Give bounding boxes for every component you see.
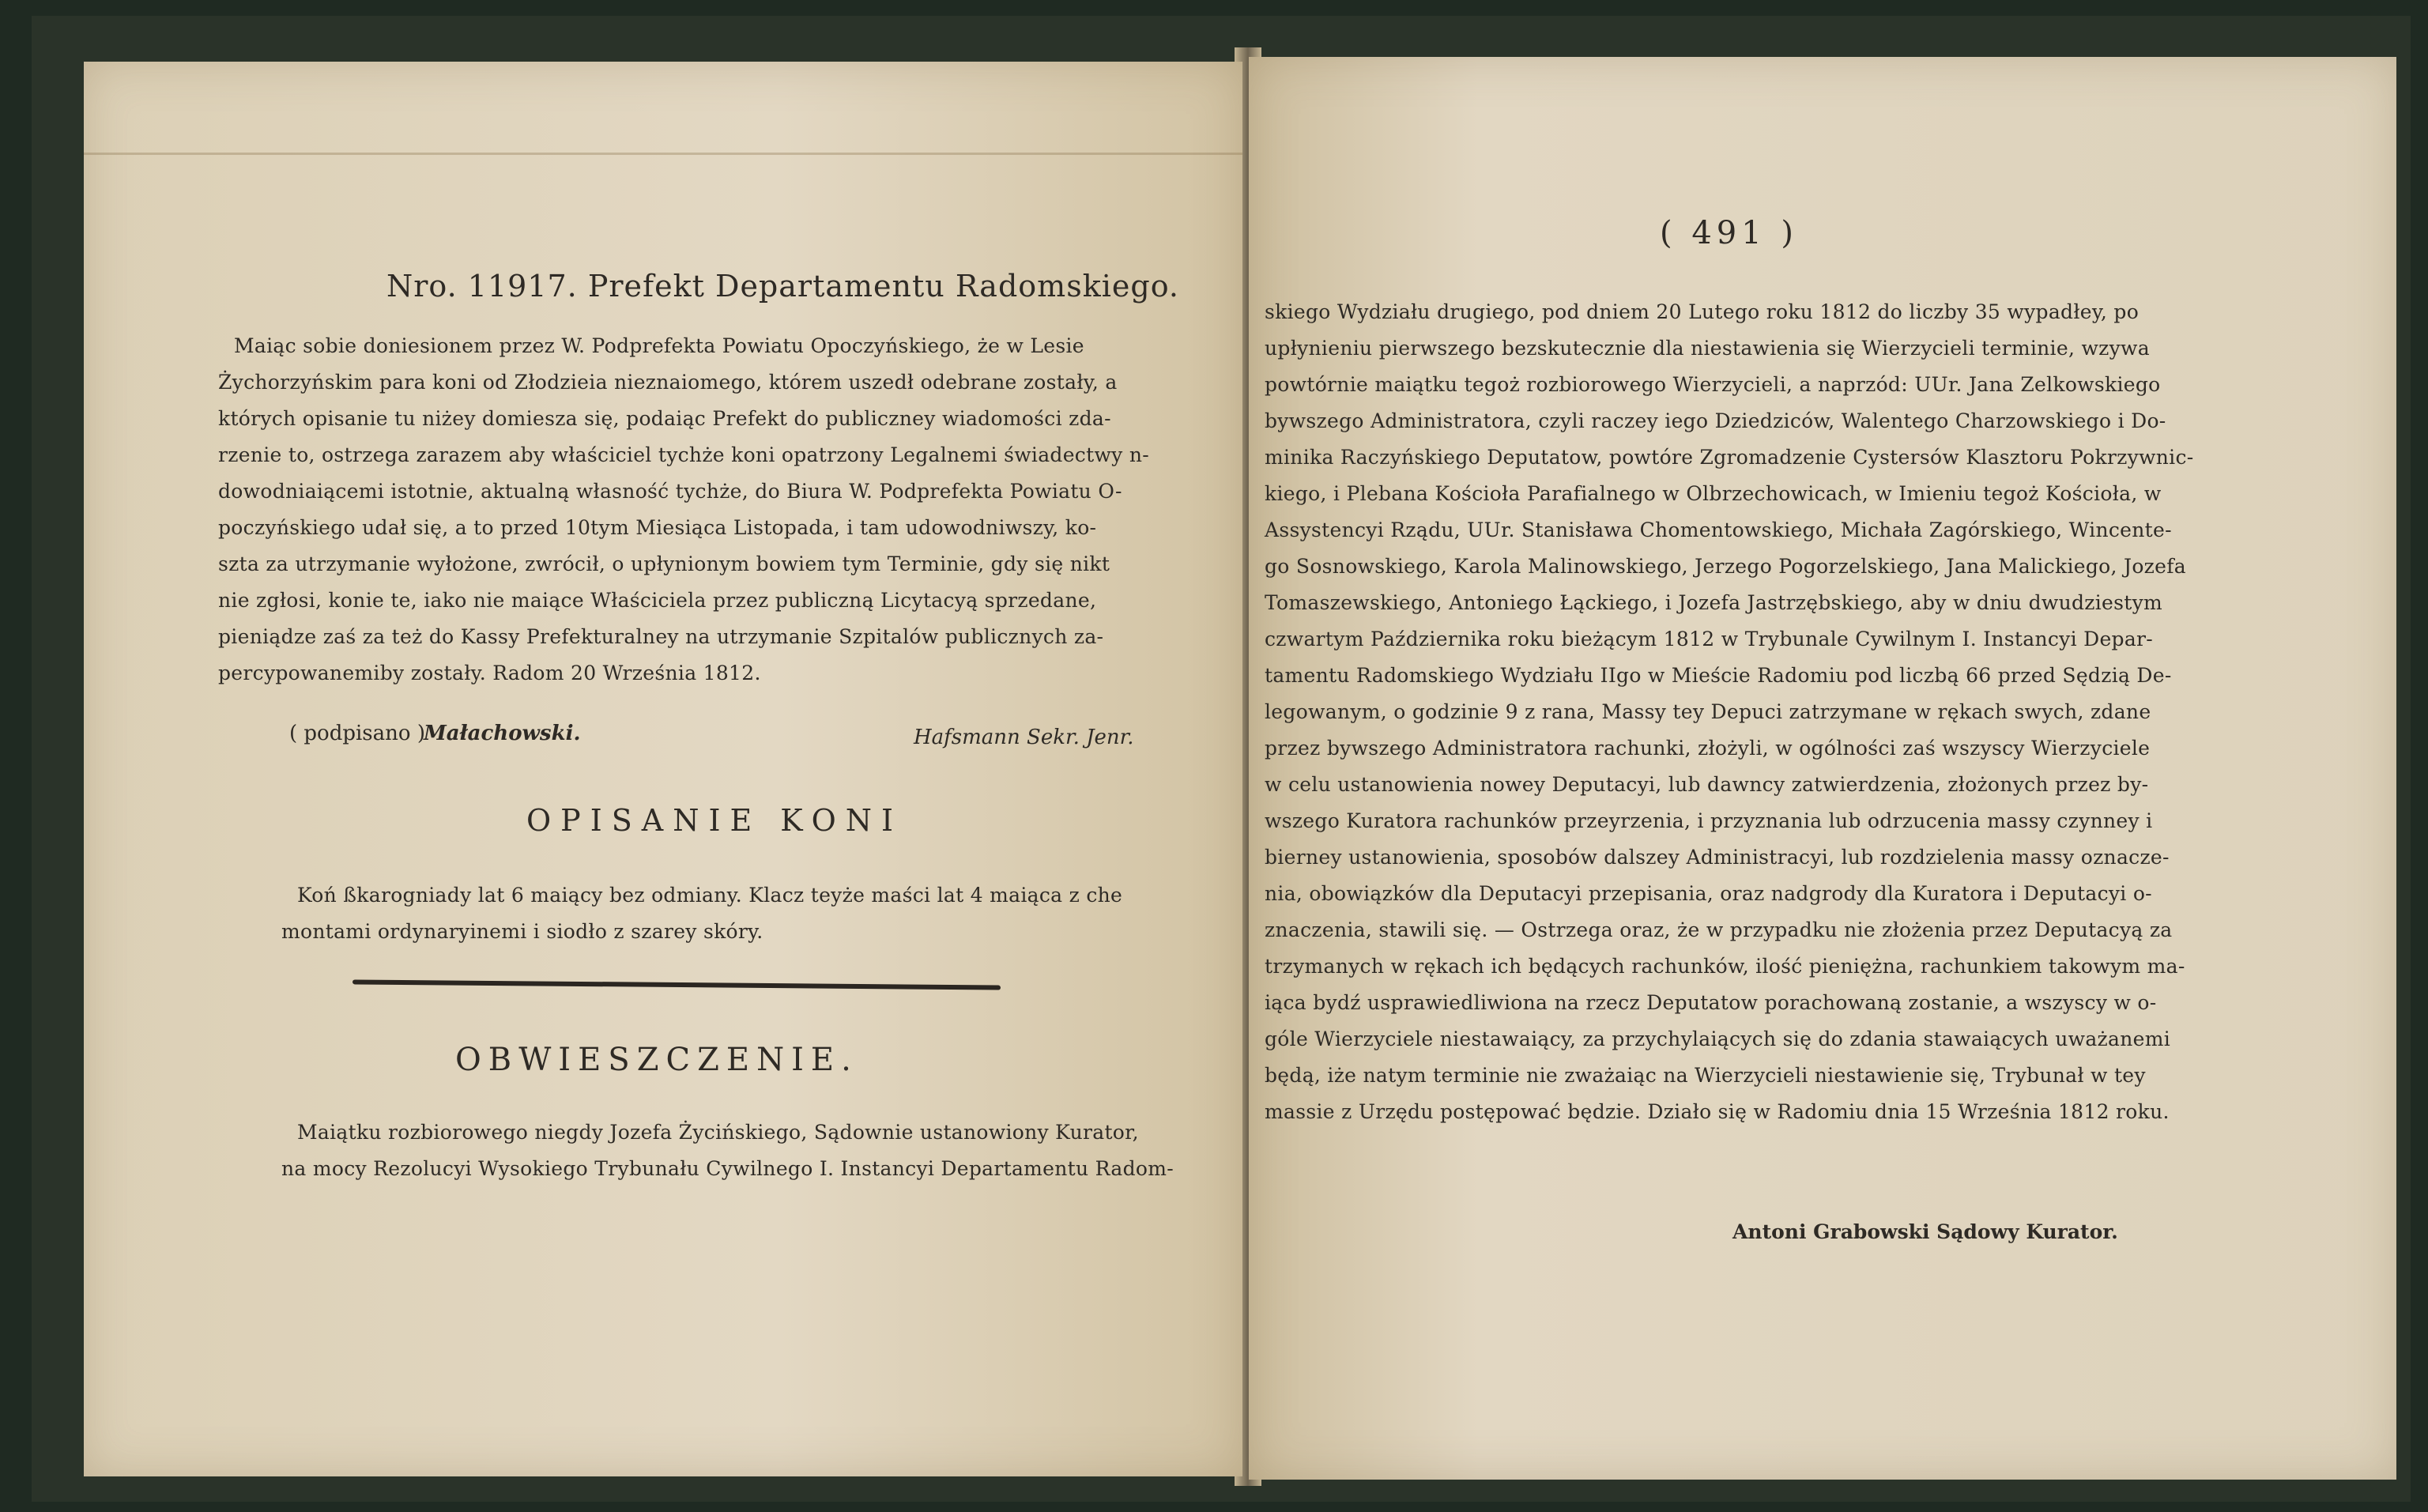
text-line: których opisanie tu niżey domiesza się, podaiąc Prefekt do publiczney wiadomości zda- [218, 407, 1111, 430]
text-line: minika Raczyńskiego Deputatow, powtóre Zgromadzenie Cystersów Klasztoru Pokrzywnic- [1265, 446, 2194, 469]
text-line: bierney ustanowienia, sposobów dalszey Administracyi, lub rozdzielenia massy oznacze- [1265, 846, 2170, 869]
text-line: bywszego Administratora, czyli raczey iego Dziedziców, Walentego Charzowskiego i Do- [1265, 409, 2166, 432]
right-page [1249, 57, 2396, 1480]
text-line: massie z Urzędu postępować będzie. Działo się w Radomiu dnia 15 Września 1812 roku. [1265, 1100, 2170, 1123]
text-line: góle Wierzyciele niestawaiący, za przychylaiących się do zdania stawaiących uważanemi [1265, 1027, 2170, 1050]
text-line: skiego Wydziału drugiego, pod dniem 20 Lutego roku 1812 do liczby 35 wypadłey, po [1265, 300, 2140, 323]
text-line: szta za utrzymanie wyłożone, zwrócił, o upłynionym bowiem tym Terminie, gdy się nikt [218, 552, 1110, 575]
signed-name: Małachowski. [424, 722, 581, 745]
text-line: montami ordynaryinemi i siodło z szarey skóry. [281, 920, 763, 943]
text-line: pieniądze zaś za też do Kassy Prefekturalney na utrzymanie Szpitalów publicznych za- [218, 625, 1104, 648]
text-line: trzymanych w rękach ich będących rachunków, ilość pieniężna, rachunkiem takowym ma- [1265, 955, 2185, 978]
text-line: upłynieniu pierwszego bezskutecznie dla niestawienia się Wierzycieli terminie, wzywa [1265, 337, 2150, 360]
text-line: go Sosnowskiego, Karola Malinowskiego, Jerzego Pogorzelskiego, Jana Malickiego, Jozefa [1265, 555, 2187, 578]
text-line: dowodniaiącemi istotnie, aktualną własność tychże, do Biura W. Podprefekta Powiatu O- [218, 480, 1122, 503]
text-line: będą, iże natym terminie nie zważaiąc na Wierzycieli niestawienie się, Trybunał w tey [1265, 1064, 2146, 1087]
text-line: legowanym, o godzinie 9 z rana, Massy tey Depuci zatrzymane w rękach swych, zdane [1265, 700, 2151, 723]
announcement-heading: OBWIESZCZENIE. [455, 1042, 858, 1078]
text-line: kiego, i Plebana Kościoła Parafialnego w Olbrzechowicach, w Imieniu tegoż Kościoła, w [1265, 482, 2162, 505]
text-line: przez bywszego Administratora rachunki, złożyli, w ogólności zaś wszyscy Wierzyciele [1265, 737, 2151, 760]
text-line: wszego Kuratora rachunków przeyrzenia, i przyznania lub odrzucenia massy czynney i [1265, 809, 2153, 832]
left-page [84, 62, 1242, 1476]
page-number: ( 491 ) [1660, 215, 1798, 251]
text-line: Koń ßkarogniady lat 6 maiący bez odmiany. Klacz teyże maści lat 4 maiąca z che [297, 884, 1123, 907]
notice-heading: Nro. 11917. Prefekt Departamentu Radomskiego. [386, 269, 1179, 304]
text-line: nia, obowiązków dla Deputacyi przepisania, oraz nadgrody dla Kuratora i Deputacyi o- [1265, 882, 2152, 905]
text-line: Maiątku rozbiorowego niegdy Jozefa Życińskiego, Sądownie ustanowiony Kurator, [297, 1121, 1139, 1144]
text-line: poczyńskiego udał się, a to przed 10tym Miesiąca Listopada, i tam udowodniwszy, ko- [218, 516, 1097, 539]
book-spread [32, 16, 2411, 1502]
text-line: czwartym Października roku bieżącym 1812 w Trybunale Cywilnym I. Instancyi Depar- [1265, 628, 2154, 650]
text-line: Żychorzyńskim para koni od Złodzieia nieznaiomego, którem uszedł odebrane zostały, a [218, 371, 1118, 394]
text-line: rzenie to, ostrzega zarazem aby właściciel tychże koni opatrzony Legalnemi świadectwy n- [218, 443, 1149, 466]
text-line: iąca bydź usprawiedliwiona na rzecz Deputatow porachowaną zostanie, a wszyscy w o- [1265, 991, 2157, 1014]
text-line: tamentu Radomskiego Wydziału IIgo w Mieście Radomiu pod liczbą 66 przed Sędzią De- [1265, 664, 2172, 687]
text-line: Assystencyi Rządu, UUr. Stanisława Chomentowskiego, Michała Zagórskiego, Wincente- [1265, 518, 2172, 541]
text-line: percypowanemiby zostały. Radom 20 Września 1812. [218, 662, 761, 684]
secretary-signature: Hafsmann Sekr. Jenr. [914, 726, 1134, 749]
text-line: znaczenia, stawili się. — Ostrzega oraz, że w przypadku nie złożenia przez Deputacyą za [1265, 918, 2173, 941]
curator-signature: Antoni Grabowski Sądowy Kurator. [1732, 1220, 2118, 1243]
description-heading: OPISANIE KONI [526, 803, 903, 838]
text-line: w celu ustanowienia nowey Deputacyi, lub dawncy zatwierdzenia, złożonych przez by- [1265, 773, 2149, 796]
text-line: Maiąc sobie doniesionem przez W. Podprefekta Powiatu Opoczyńskiego, że w Lesie [234, 334, 1084, 357]
text-line: Tomaszewskiego, Antoniego Łąckiego, i Jozefa Jastrzębskiego, aby w dniu dwudziestym [1265, 591, 2163, 614]
signed-label: ( podpisano ) [289, 722, 425, 745]
page-fold [84, 153, 1242, 155]
text-line: powtórnie maiątku tegoż rozbiorowego Wierzycieli, a naprzód: UUr. Jana Zelkowskiego [1265, 373, 2161, 396]
text-line: na mocy Rezolucyi Wysokiego Trybunału Cywilnego I. Instancyi Departamentu Radom- [281, 1157, 1174, 1180]
section-divider [353, 979, 1001, 990]
text-line: nie zgłosi, konie te, iako nie maiące Właściciela przez publiczną Licytacyą sprzedane, [218, 589, 1097, 612]
